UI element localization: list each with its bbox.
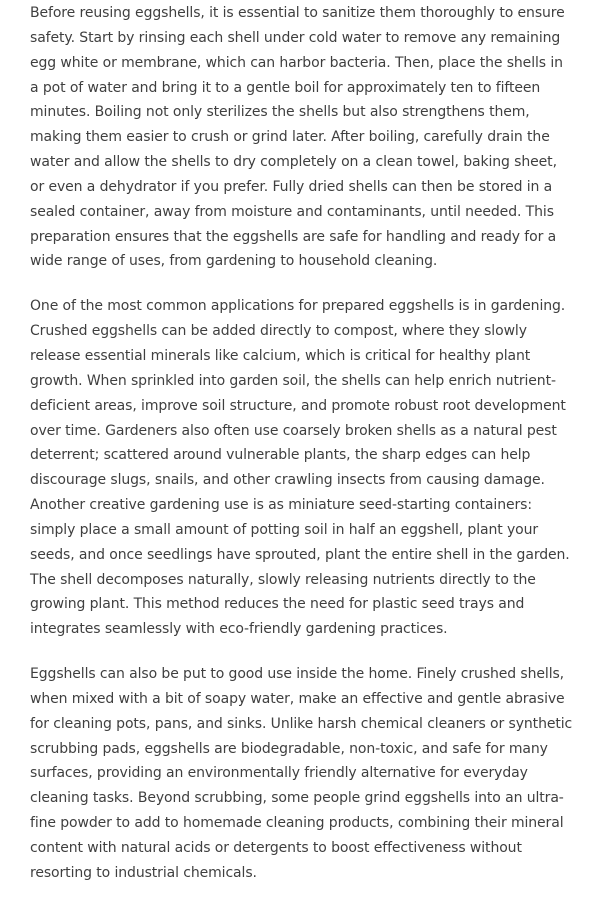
paragraph-sanitizing: Before reusing eggshells, it is essential to sanitize them thoroughly to ensure safety. Start by rinsing each shell under cold water to remove any remaining egg white or membrane, which can harbor bacteria. Then, place the shells in a pot of water and bring it to a gentle boil for approximately ten to fifteen minutes. Boiling not only sterilizes the shells but also strengthens them, making them easier to crush or grind later. After boiling, carefully drain the water and allow the shells to dry completely on a clean towel, baking sheet, or even a dehydrator if you prefer. Fully dried shells can then be stored in a sealed container, away from moisture and contaminants, until needed. This preparation ensures that the eggshells are safe for handling and ready for a wide range of uses, from gardening to household cleaning. bbox=[30, 5, 565, 270]
paragraph-household-cleaning: Eggshells can also be put to good use inside the home. Finely crushed shells, when mixed with a bit of soapy water, make an effective and gentle abrasive for cleaning pots, pans, and sinks. Unlike harsh chemical cleaners or synthetic scrubbing pads, eggshells are biodegradable, non-toxic, and safe for many surfaces, providing an environmentally friendly alternative for everyday cleaning tasks. Beyond scrubbing, some people grind eggshells into an ultra-fine powder to add to homemade cleaning products, combining their mineral content with natural acids or detergents to boost effectiveness without resorting to industrial chemicals. bbox=[30, 666, 573, 881]
paragraph-gardening: One of the most common applications for prepared eggshells is in gardening. Crushed eggshells can be added directly to compost, where they slowly release essential minerals like calcium, which is critical for healthy plant growth. When sprinkled into garden soil, the shells can help enrich nutrient-deficient areas, improve soil structure, and promote robust root development over time. Gardeners also often use coarsely broken shells as a natural pest deterrent; scattered around vulnerable plants, the sharp edges can help discourage slugs, snails, and other crawling insects from causing damage. Another creative gardening use is as miniature seed-starting containers: simply place a small amount of potting soil in half an eggshell, plant your seeds, and once seedlings have sprouted, plant the entire shell in the garden. The shell decomposes naturally, slowly releasing nutrients directly to the growing plant. This method reduces the need for plastic seed trays and integrates seamlessly with eco-friendly gardening practices. bbox=[30, 298, 570, 638]
article-body bbox=[30, 1, 575, 906]
